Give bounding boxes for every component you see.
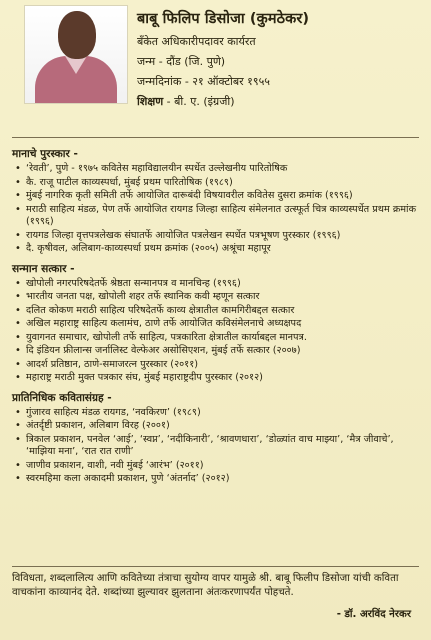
anthologies-section — [12, 391, 419, 486]
honours-section — [12, 262, 419, 385]
award-item: • दै. कृषीवल, अलिबाग-काव्यस्पर्धा प्रथम क्रमांक (२००५) अश्रूंचा महापूर — [12, 243, 419, 256]
honour-item: • आदर्श प्रतिष्ठान, ठाणे-समाजरत्न पुरस्कार (२०११) — [12, 359, 419, 372]
anthology-item: • जाणीव प्रकाशन, वाशी, नवी मुंबई ‘आरंभ’ (२०११) — [12, 460, 419, 473]
anthologies-title: प्रातिनिधिक कवितासंग्रह - — [12, 391, 112, 404]
birthplace-line: जन्म - दौंड (जि. पुणे) — [137, 55, 226, 68]
anthology-item: • अंतर्दृष्टी प्रकाशन, अलिबाग विरह (२००१) — [12, 420, 419, 433]
education-value: - बी. ए. (इंग्रजी) — [163, 95, 235, 108]
honour-item: • खोपोली नगरपरिषदेतर्फे श्रेष्ठता सन्मानपत्र व मानचिन्ह (१९९६) — [12, 278, 419, 291]
job-line: बँकेत अधिकारीपदावर कार्यरत — [137, 35, 256, 48]
review-text: विविधता, शब्दलालित्य आणि कवितेच्या तंत्राचा सुयोग्य वापर यामुळे श्री. बाबू फिलीप डिसोजा यांची कविता वाचकांना काव्यानंद देते. शब्दांच्या झुल्यावर झुलताना अंतःकरणापर्यंत पोहचते. — [12, 573, 399, 598]
education-label: शिक्षण — [137, 95, 164, 108]
award-item: • रायगड जिल्हा वृत्तपत्रलेखक संघातर्फे आयोजित पत्रलेखन स्पर्धेत पत्रभूषण पुरस्कार (१९९६) — [12, 230, 419, 243]
honour-item: • दलित कोकण मराठी साहित्य परिषदेतर्फे काव्य क्षेत्रातील कामगिरीबद्दल सत्कार — [12, 305, 419, 318]
award-item: • कै. राजू पाटील काव्यस्पर्धा, मुंबई प्रथम पारितोषिक (१९८९) — [12, 177, 419, 190]
education-line — [137, 94, 427, 109]
anthology-item: • त्रिकाल प्रकाशन, पनवेल ‘आई’, ‘स्वप्न’, ‘नदीकिनारी’, ‘श्रावणधारा’, ‘डोळ्यांत वाच माझ्या’, ‘मैत्र जीवाचे’, ‘माझिया मना’, ‘रात रात राणी’ — [12, 434, 419, 459]
award-item: • ‘रेवती’, पुणे - १९७५ कवितेस महाविद्यालयीन स्पर्धेत उल्लेखनीय पारितोषिक — [12, 163, 419, 176]
award-item: • मुंबई नागरिक कृती समिती तर्फे आयोजित दारूबंदी विषयावरील कवितेस दुसरा क्रमांक (१९९६) — [12, 190, 419, 203]
reviewer-signature: - डॉ. अरविंद नेरकर — [336, 609, 411, 620]
profile-header — [137, 8, 427, 114]
author-name: बाबू फिलिप डिसोजा (कुमठेकर) — [137, 11, 310, 27]
author-photo — [24, 5, 128, 104]
birthdate-line: जन्मदिनांक - २१ ऑक्टोबर १९५५ — [137, 75, 271, 88]
anthology-item: • गुंजारव साहित्य मंडळ रायगड, ‘नवकिरण’ (१९८९) — [12, 407, 419, 420]
awards-section — [12, 147, 419, 256]
honour-item: • युवागनत समाचार, खोपोली तर्फे साहित्य, पत्रकारिता क्षेत्रातील कार्याबद्दल मानपत्र. — [12, 332, 419, 345]
honour-item: • दि इंडियन फ्रीलान्स जर्नालिस्ट वेल्फेअर असोसिएशन, मुंबई तर्फे सत्कार (२००७) — [12, 345, 419, 358]
awards-title: मानाचे पुरस्कार - — [12, 148, 78, 160]
bottom-divider — [12, 566, 419, 567]
honour-item: • अखिल महाराष्ट्र साहित्य कलामंच, ठाणे तर्फे आयोजित कविसंमेलनाचे अध्यक्षपद — [12, 318, 419, 331]
honours-title: सन्मान सत्कार - — [12, 262, 75, 275]
anthology-item: • स्वरमहिमा कला अकादमी प्रकाशन, पुणे ‘अंतर्नाद’ (२०१२) — [12, 473, 419, 486]
author-photo-head — [58, 11, 96, 59]
award-item: • मराठी साहित्य मंडळ, पेण तर्फे आयोजित रायगड जिल्हा साहित्य संमेलनात उत्स्फूर्त चित्र काव्यस्पर्धेत प्रथम क्रमांक (१९९६) — [12, 204, 419, 229]
honour-item: • महाराष्ट्र मराठी मुक्त पत्रकार संघ, मुंबई महाराष्ट्रदीप पुरस्कार (२०१२) — [12, 372, 419, 385]
content-area — [12, 147, 419, 492]
top-divider — [12, 137, 419, 138]
honour-item: • भारतीय जनता पक्ष, खोपोली शहर तर्फे स्थानिक कवी म्हणून सत्कार — [12, 291, 419, 304]
